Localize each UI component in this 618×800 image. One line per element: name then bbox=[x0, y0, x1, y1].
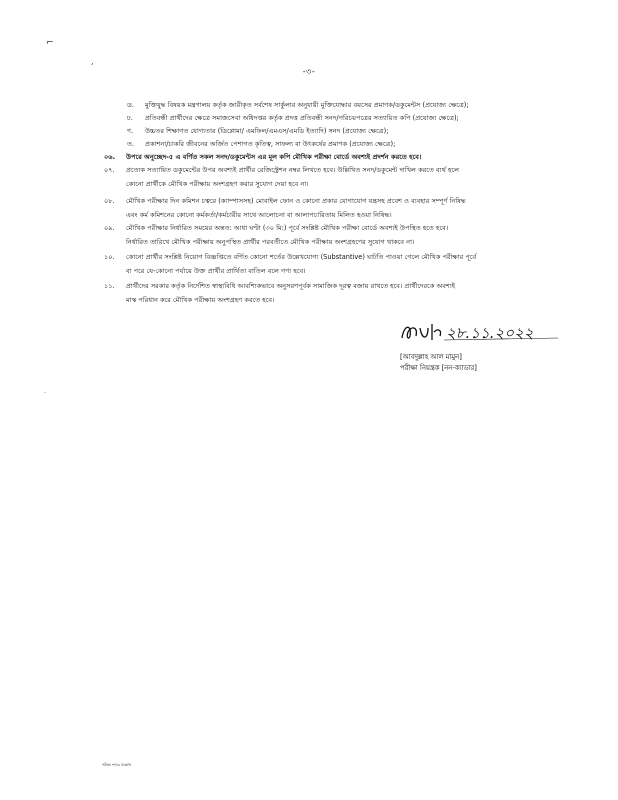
item-text-line: নির্ধারিত তারিখে মৌখিক পরীক্ষায় অনুপস্থিত প্রার্থীর পরবর্তীতে মৌখিক পরীক্ষায় অংশগ্রহণের সুযোগ থাকবে না। bbox=[126, 238, 415, 246]
item-number: ড. bbox=[127, 101, 134, 109]
item-text-line: প্রকাশনা/চাকরি জীবনের অর্জিত পেশাগত কৃতিত্ব, সাফল্য বা উৎকর্ষের প্রমাণক (প্রযোজ্য ক্ষেত্রে); bbox=[145, 140, 396, 148]
item-number: ০৯. bbox=[104, 224, 115, 232]
item-number: ০৮. bbox=[104, 197, 115, 205]
item-text-line: মৌখিক পরীক্ষার নির্ধারিত সময়ের অন্তত: আধা ঘণ্টা (৩০ মি:) পূর্বে সংশ্লিষ্ট মৌখিক পরীক্ষা বোর্ডে অবশ্যই উপস্থিত হতে হবে। bbox=[126, 224, 449, 232]
item-number: ১০. bbox=[104, 253, 115, 261]
signatory-name: [আবদুল্লাহ আল মামুন] bbox=[400, 353, 462, 361]
item-text-line: প্রত্যেক সত্যায়িত ডকুমেন্টের উপর অবশ্যই প্রার্থীর রেজিস্ট্রেশন নম্বর লিখতে হবে। উল্লিখিত সনদ/ডকুমেন্ট দাখিল করতে ব্যর্থ হলে bbox=[126, 166, 459, 174]
item-text-line: কোনো প্রার্থীর সংশ্লিষ্ট নিয়োগ বিজ্ঞপ্তিতে বর্ণিত কোনো শর্তের উল্লেখযোগ্য (Substantive) ঘাটতি পাওয়া গেলে মৌখিক পরীক্ষার পূর্বে bbox=[126, 253, 477, 261]
item-text-line: প্রতিবন্ধী প্রার্থীদের ক্ষেত্রে সমাজসেবা অধিদপ্তর কর্তৃক প্রদত্ত প্রতিবন্ধী সনদ/পরিচয়পত্রের সত্যায়িত কপি (প্রযোজ্য ক্ষেত্রে); bbox=[145, 114, 459, 122]
signature-date: ২৮.১১.২০২২ bbox=[446, 324, 534, 342]
item-number: ঢ. bbox=[127, 114, 133, 122]
signatory-title: পরীক্ষা নিয়ন্ত্রক [নন-ক্যাডার] bbox=[400, 364, 477, 372]
item-number: ত. bbox=[127, 140, 135, 148]
item-text-line: মৌখিক পরীক্ষার দিন কমিশন চত্বরে (ক্যাম্পাসসহ) মোবাইল ফোন ও কোনো প্রকার যোগাযোগ যন্ত্রসহ প্রবেশ ও ব্যবহার সম্পূর্ণ নিষিদ্ধ bbox=[126, 197, 466, 205]
item-text-line: উচ্চতর শিক্ষাগত যোগ্যতার (ডিপ্লোমা/ এমফিল/এমএস/এমডি ইত্যাদি) সনদ (প্রযোজ্য ক্ষেত্রে); bbox=[145, 127, 389, 135]
signature-image bbox=[398, 318, 568, 344]
item-text-line: উপরে অনুচ্ছেদ-৫ এ বর্ণিত সকল সনদ/ডকুমেন্টস এর মূল কপি মৌখিক পরীক্ষা বোর্ডে অবশ্যই প্রদর্শন করতে হবে। bbox=[126, 153, 422, 161]
item-text-line: এবং কর্ম কমিশনের কোনো কর্মকর্তা/কর্মচারীর সাথে আলোচনা বা আলাপচারিতায় মিলিত হওয়া নিষিদ্ধ। bbox=[126, 211, 392, 219]
item-text-line: বা পরে যে-কোনো পর্যায়ে উক্ত প্রার্থীর প্রার্থিতা বাতিল বলে গণ্য হবে। bbox=[126, 267, 306, 275]
scan-mark-dot: · bbox=[44, 390, 46, 397]
item-number: ০৭. bbox=[104, 166, 115, 174]
page-number: -৩- bbox=[302, 67, 316, 76]
item-text-line: মুক্তিযুদ্ধ বিষয়ক মন্ত্রণালয় কর্তৃক জারীকৃত সর্বশেষ সার্কুলার অনুযায়ী মুক্তিযোদ্ধার বয়সের প্রমাণক/ডকুমেন্টস (প্রযোজ্য ক্ষেত্রে); bbox=[145, 101, 469, 109]
footer-note: পরীক্ষা শাখার বিজ্ঞপ্তি bbox=[102, 763, 131, 767]
scan-mark-top: ⌐ bbox=[46, 38, 54, 48]
item-text-line: মাস্ক পরিধান করে মৌখিক পরীক্ষায় অংশগ্রহণ করতে হবে। bbox=[126, 296, 275, 304]
item-text-line: প্রার্থীদের সরকার কর্তৃক নির্দেশিত স্বাস্থ্যবিধি আবশ্যিকভাবে অনুসরণপূর্বক সামাজিক দূরত্ব বজায় রাখতে হবে। প্রার্থীদেরকে অবশ্যই bbox=[126, 282, 456, 290]
item-number: ণ. bbox=[127, 127, 134, 135]
item-number: ১১. bbox=[104, 282, 115, 290]
item-number: ০৬. bbox=[104, 153, 116, 161]
item-text-line: কোনো প্রার্থীকে মৌখিক পরীক্ষায় অংশগ্রহণ করার সুযোগ দেয়া হবে না। bbox=[126, 180, 309, 188]
scan-mark-left: ‘ bbox=[91, 62, 94, 71]
